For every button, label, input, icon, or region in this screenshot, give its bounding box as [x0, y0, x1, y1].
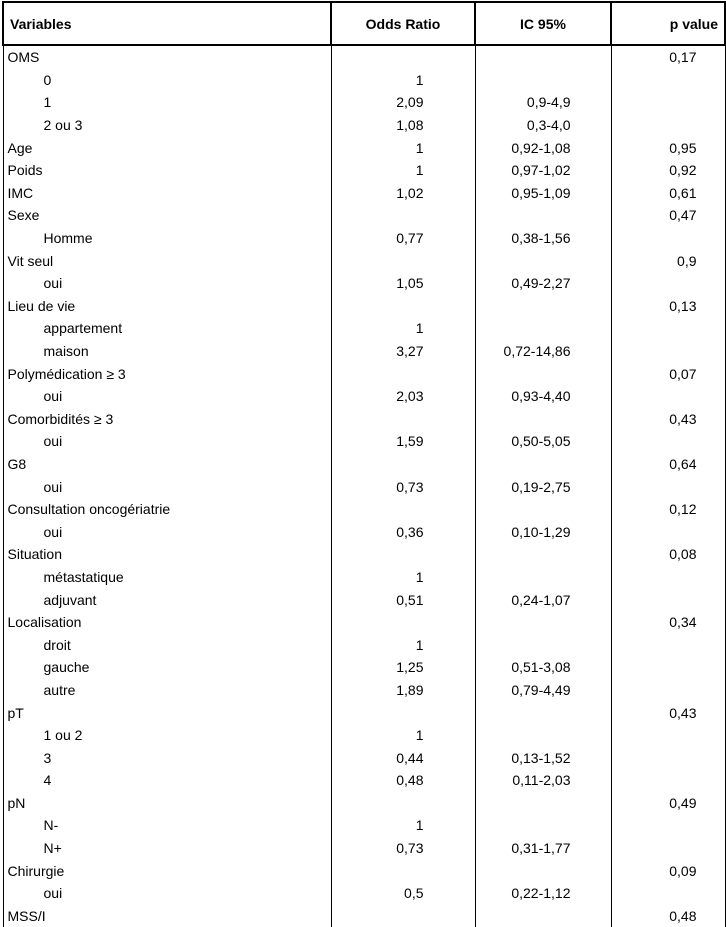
- cell-variable: N-: [3, 814, 331, 837]
- cell-ic95: [475, 724, 611, 747]
- cell-p-value: 0,95: [611, 136, 725, 159]
- cell-p-value: 0,12: [611, 498, 725, 521]
- cell-variable: G8: [3, 453, 331, 476]
- table-row: [3, 679, 725, 702]
- cell-odds-ratio: [331, 408, 475, 431]
- cell-p-value: [611, 520, 725, 543]
- table-header: [3, 2, 725, 45]
- cell-ic95: [475, 701, 611, 724]
- cell-variable: Comorbidités ≥ 3: [3, 408, 331, 431]
- cell-p-value: [611, 69, 725, 92]
- cell-variable: Situation: [3, 543, 331, 566]
- cell-ic95: 0,11-2,03: [475, 769, 611, 792]
- cell-odds-ratio: 1: [331, 317, 475, 340]
- cell-variable: Poids: [3, 159, 331, 182]
- table-row: [3, 769, 725, 792]
- table-row: [3, 475, 725, 498]
- table-row: [3, 656, 725, 679]
- cell-p-value: [611, 746, 725, 769]
- table-row: [3, 249, 725, 272]
- cell-variable: Vit seul: [3, 249, 331, 272]
- table-row: [3, 340, 725, 363]
- cell-variable: 1 ou 2: [3, 724, 331, 747]
- cell-ic95: [475, 792, 611, 815]
- cell-p-value: [611, 656, 725, 679]
- cell-variable: MSS/I: [3, 905, 331, 927]
- cell-p-value: [611, 882, 725, 905]
- cell-odds-ratio: [331, 295, 475, 318]
- table-row: [3, 362, 725, 385]
- cell-ic95: [475, 69, 611, 92]
- header-ic95: IC 95%: [475, 2, 611, 45]
- cell-ic95: [475, 814, 611, 837]
- cell-p-value: 0,09: [611, 859, 725, 882]
- cell-odds-ratio: 2,03: [331, 385, 475, 408]
- cell-p-value: [611, 227, 725, 250]
- table-row: [3, 566, 725, 589]
- cell-p-value: [611, 633, 725, 656]
- cell-ic95: [475, 905, 611, 927]
- cell-p-value: [611, 430, 725, 453]
- cell-p-value: [611, 837, 725, 860]
- cell-odds-ratio: [331, 701, 475, 724]
- cell-variable: 2 ou 3: [3, 114, 331, 137]
- cell-variable: IMC: [3, 182, 331, 205]
- cell-ic95: [475, 859, 611, 882]
- cell-p-value: [611, 317, 725, 340]
- table-row: [3, 724, 725, 747]
- cell-ic95: [475, 295, 611, 318]
- cell-p-value: 0,49: [611, 792, 725, 815]
- table-row: [3, 701, 725, 724]
- cell-p-value: [611, 724, 725, 747]
- cell-ic95: [475, 204, 611, 227]
- cell-variable: 1: [3, 91, 331, 114]
- table-body: [3, 45, 725, 927]
- table-row: [3, 792, 725, 815]
- table-row: [3, 272, 725, 295]
- cell-ic95: [475, 317, 611, 340]
- cell-ic95: 0,38-1,56: [475, 227, 611, 250]
- cell-ic95: 0,3-4,0: [475, 114, 611, 137]
- cell-ic95: 0,19-2,75: [475, 475, 611, 498]
- cell-variable: oui: [3, 475, 331, 498]
- cell-ic95: 0,92-1,08: [475, 136, 611, 159]
- cell-odds-ratio: [331, 905, 475, 927]
- table-row: [3, 136, 725, 159]
- table-row: [3, 204, 725, 227]
- table-row: [3, 882, 725, 905]
- cell-ic95: 0,72-14,86: [475, 340, 611, 363]
- cell-odds-ratio: 0,36: [331, 520, 475, 543]
- table-row: [3, 69, 725, 92]
- cell-odds-ratio: [331, 204, 475, 227]
- cell-ic95: 0,9-4,9: [475, 91, 611, 114]
- cell-ic95: [475, 498, 611, 521]
- cell-odds-ratio: [331, 362, 475, 385]
- cell-odds-ratio: 1: [331, 633, 475, 656]
- cell-p-value: [611, 114, 725, 137]
- table-row: [3, 837, 725, 860]
- cell-p-value: 0,43: [611, 408, 725, 431]
- cell-variable: Lieu de vie: [3, 295, 331, 318]
- cell-p-value: 0,07: [611, 362, 725, 385]
- cell-odds-ratio: 0,77: [331, 227, 475, 250]
- cell-odds-ratio: [331, 498, 475, 521]
- cell-ic95: 0,97-1,02: [475, 159, 611, 182]
- cell-variable: Age: [3, 136, 331, 159]
- cell-variable: oui: [3, 430, 331, 453]
- table-row: [3, 543, 725, 566]
- cell-odds-ratio: 1,05: [331, 272, 475, 295]
- cell-odds-ratio: 1,02: [331, 182, 475, 205]
- cell-p-value: [611, 385, 725, 408]
- table-row: [3, 859, 725, 882]
- cell-odds-ratio: 0,51: [331, 588, 475, 611]
- cell-odds-ratio: [331, 792, 475, 815]
- cell-variable: Consultation oncogériatrie: [3, 498, 331, 521]
- cell-odds-ratio: 3,27: [331, 340, 475, 363]
- cell-variable: oui: [3, 520, 331, 543]
- cell-variable: métastatique: [3, 566, 331, 589]
- cell-odds-ratio: 1: [331, 136, 475, 159]
- cell-ic95: 0,93-4,40: [475, 385, 611, 408]
- cell-ic95: [475, 543, 611, 566]
- cell-ic95: 0,51-3,08: [475, 656, 611, 679]
- cell-variable: droit: [3, 633, 331, 656]
- cell-p-value: 0,48: [611, 905, 725, 927]
- table-row: [3, 114, 725, 137]
- header-row: [3, 2, 725, 45]
- cell-variable: adjuvant: [3, 588, 331, 611]
- cell-p-value: 0,61: [611, 182, 725, 205]
- cell-odds-ratio: 0,44: [331, 746, 475, 769]
- cell-p-value: 0,47: [611, 204, 725, 227]
- table-row: [3, 317, 725, 340]
- cell-odds-ratio: [331, 249, 475, 272]
- table-row: [3, 385, 725, 408]
- table-row: [3, 182, 725, 205]
- cell-odds-ratio: 1,08: [331, 114, 475, 137]
- table-row: [3, 814, 725, 837]
- cell-p-value: [611, 340, 725, 363]
- cell-ic95: [475, 566, 611, 589]
- cell-p-value: [611, 769, 725, 792]
- cell-variable: gauche: [3, 656, 331, 679]
- cell-odds-ratio: 0,5: [331, 882, 475, 905]
- cell-odds-ratio: [331, 611, 475, 634]
- cell-odds-ratio: 1,25: [331, 656, 475, 679]
- cell-odds-ratio: 0,73: [331, 837, 475, 860]
- table-row: [3, 611, 725, 634]
- cell-p-value: 0,64: [611, 453, 725, 476]
- table-row: [3, 588, 725, 611]
- cell-p-value: 0,08: [611, 543, 725, 566]
- cell-ic95: 0,49-2,27: [475, 272, 611, 295]
- cell-p-value: [611, 566, 725, 589]
- cell-ic95: [475, 611, 611, 634]
- header-odds-ratio: Odds Ratio: [331, 2, 475, 45]
- cell-variable: 4: [3, 769, 331, 792]
- cell-p-value: [611, 475, 725, 498]
- cell-p-value: [611, 272, 725, 295]
- table-row: [3, 905, 725, 927]
- cell-variable: 0: [3, 69, 331, 92]
- cell-ic95: 0,50-5,05: [475, 430, 611, 453]
- table-row: [3, 295, 725, 318]
- cell-variable: appartement: [3, 317, 331, 340]
- header-variables: Variables: [3, 2, 331, 45]
- cell-odds-ratio: [331, 453, 475, 476]
- cell-odds-ratio: [331, 859, 475, 882]
- cell-ic95: [475, 249, 611, 272]
- cell-odds-ratio: 1: [331, 566, 475, 589]
- cell-ic95: 0,10-1,29: [475, 520, 611, 543]
- cell-odds-ratio: 0,48: [331, 769, 475, 792]
- cell-odds-ratio: 1,59: [331, 430, 475, 453]
- cell-variable: pN: [3, 792, 331, 815]
- cell-variable: Polymédication ≥ 3: [3, 362, 331, 385]
- table-row: [3, 453, 725, 476]
- cell-variable: Chirurgie: [3, 859, 331, 882]
- cell-ic95: [475, 45, 611, 69]
- cell-ic95: 0,22-1,12: [475, 882, 611, 905]
- cell-variable: oui: [3, 882, 331, 905]
- cell-ic95: [475, 362, 611, 385]
- table-row: [3, 159, 725, 182]
- table-row: [3, 633, 725, 656]
- cell-p-value: 0,43: [611, 701, 725, 724]
- table-row: [3, 408, 725, 431]
- cell-variable: pT: [3, 701, 331, 724]
- table-row: [3, 91, 725, 114]
- cell-odds-ratio: 1: [331, 69, 475, 92]
- table-row: [3, 227, 725, 250]
- table-row: [3, 746, 725, 769]
- header-p-value: p value: [611, 2, 725, 45]
- cell-odds-ratio: 1: [331, 724, 475, 747]
- cell-odds-ratio: 1: [331, 814, 475, 837]
- cell-ic95: [475, 408, 611, 431]
- cell-variable: N+: [3, 837, 331, 860]
- cell-variable: 3: [3, 746, 331, 769]
- cell-variable: oui: [3, 272, 331, 295]
- cell-odds-ratio: 0,73: [331, 475, 475, 498]
- cell-odds-ratio: [331, 543, 475, 566]
- cell-ic95: 0,24-1,07: [475, 588, 611, 611]
- table-row: [3, 45, 725, 69]
- cell-p-value: 0,9: [611, 249, 725, 272]
- cell-odds-ratio: 2,09: [331, 91, 475, 114]
- cell-variable: Sexe: [3, 204, 331, 227]
- cell-variable: Localisation: [3, 611, 331, 634]
- table-row: [3, 498, 725, 521]
- results-table: [2, 1, 726, 927]
- cell-variable: autre: [3, 679, 331, 702]
- cell-odds-ratio: 1: [331, 159, 475, 182]
- cell-variable: OMS: [3, 45, 331, 69]
- cell-p-value: 0,17: [611, 45, 725, 69]
- cell-ic95: 0,95-1,09: [475, 182, 611, 205]
- cell-ic95: [475, 453, 611, 476]
- cell-p-value: [611, 91, 725, 114]
- cell-p-value: 0,92: [611, 159, 725, 182]
- cell-p-value: 0,13: [611, 295, 725, 318]
- cell-odds-ratio: [331, 45, 475, 69]
- cell-variable: Homme: [3, 227, 331, 250]
- cell-ic95: 0,31-1,77: [475, 837, 611, 860]
- cell-ic95: [475, 633, 611, 656]
- cell-variable: maison: [3, 340, 331, 363]
- table-row: [3, 520, 725, 543]
- cell-ic95: 0,79-4,49: [475, 679, 611, 702]
- cell-p-value: [611, 588, 725, 611]
- cell-p-value: [611, 679, 725, 702]
- cell-p-value: 0,34: [611, 611, 725, 634]
- table-row: [3, 430, 725, 453]
- cell-ic95: 0,13-1,52: [475, 746, 611, 769]
- cell-p-value: [611, 814, 725, 837]
- cell-odds-ratio: 1,89: [331, 679, 475, 702]
- cell-variable: oui: [3, 385, 331, 408]
